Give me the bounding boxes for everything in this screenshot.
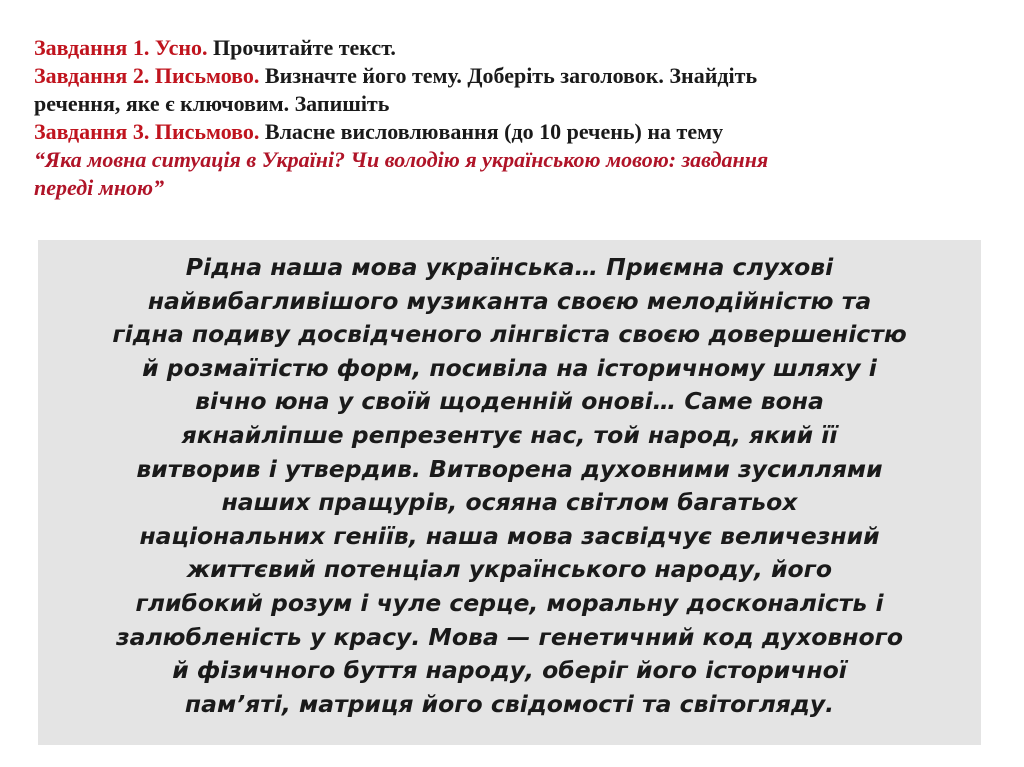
passage-line: витворив і утвердив. Витворена духовними зусиллями bbox=[136, 454, 883, 483]
task-2-text-continued: речення, яке є ключовим. Запишіть bbox=[34, 91, 390, 116]
reading-passage bbox=[38, 240, 981, 745]
passage-line: пам’яті, матриця його свідомості та світогляду. bbox=[184, 689, 835, 718]
passage-line: національних геніїв, наша мова засвідчує величезний bbox=[139, 521, 880, 550]
task-3-topic: “Яка мовна ситуація в Україні? Чи володію я українською мовою: завдання bbox=[34, 147, 769, 172]
task-1 bbox=[34, 34, 994, 62]
task-3-heading: Завдання 3. Письмово. bbox=[34, 119, 260, 144]
passage-line: якнайліпше репрезентує нас, той народ, який її bbox=[181, 420, 838, 449]
passage-line: залюбленість у красу. Мова — генетичний код духовного bbox=[115, 622, 904, 651]
task-3-topic-continued: переді мною” bbox=[34, 175, 165, 200]
passage-text bbox=[68, 251, 951, 721]
passage-line: наших пращурів, осяяна світлом багатьох bbox=[221, 488, 798, 517]
task-1-text: Прочитайте текст. bbox=[207, 35, 396, 60]
task-2-text: Визначте його тему. Доберіть заголовок. Знайдіть bbox=[259, 63, 758, 88]
passage-line: найвибагливішого музиканта своєю мелодійністю та bbox=[147, 286, 872, 315]
passage-line: гідна подиву досвідченого лінгвіста своєю довершеністю bbox=[112, 320, 907, 349]
task-instructions bbox=[34, 34, 994, 202]
passage-line: Рідна наша мова українська… Приємна слухові bbox=[185, 253, 834, 281]
task-3 bbox=[34, 118, 994, 202]
task-2-heading: Завдання 2. Письмово. bbox=[34, 63, 260, 88]
passage-line: й розмаїтістю форм, посивіла на історичному шляху і bbox=[142, 353, 877, 382]
passage-line: вічно юна у своїй щоденній онові… Саме вона bbox=[195, 387, 824, 416]
passage-line: глибокий розум і чуле серце, моральну досконалість і bbox=[135, 588, 884, 617]
passage-line: життєвий потенціал українського народу, його bbox=[186, 555, 833, 584]
task-1-heading: Завдання 1. Усно. bbox=[34, 35, 208, 60]
task-3-text: Власне висловлювання (до 10 речень) на тему bbox=[259, 119, 724, 144]
passage-line: й фізичного буття народу, оберіг його історичної bbox=[172, 656, 847, 685]
task-2 bbox=[34, 62, 994, 118]
